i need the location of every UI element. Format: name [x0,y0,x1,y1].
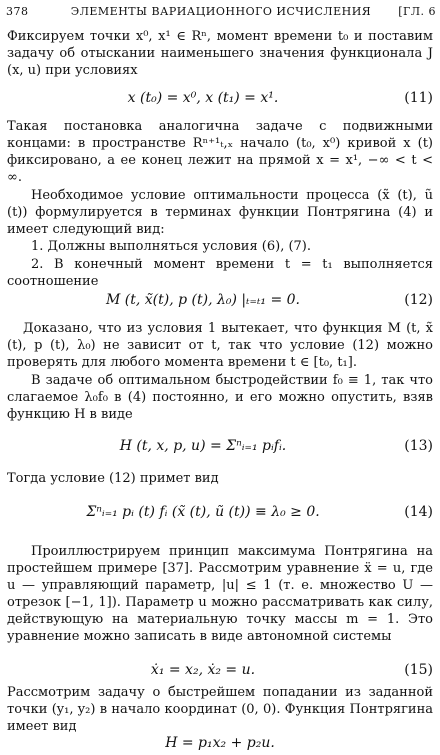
equation-12 [7,288,433,312]
equation-11-formula: x (t₀) = x⁰, x (t₁) = x¹. [127,90,279,106]
running-title: ЭЛЕМЕНТЫ ВАРИАЦИОННОГО ИСЧИСЛЕНИЯ [70,5,372,18]
equation-12-formula: M (t, x̃(t), p (t), λ₀) |ₜ₌ₜ₁ = 0. [106,292,300,308]
paragraph-then-condition: Тогда условие (12) примет вид [7,471,219,486]
equation-13-number: (13) [404,438,433,454]
running-header [6,5,436,21]
equation-13 [7,424,433,468]
equation-12-number: (12) [404,292,433,308]
equation-14-formula: Σⁿᵢ₌₁ pᵢ (t) fᵢ (x̃ (t), ũ (t)) ≡ λ₀ ≥ 0. [86,504,320,520]
equation-15 [7,658,433,682]
paragraph-moving-ends: Такая постановка аналогична задаче с подвижными концами: в пространстве Rⁿ⁺¹ₜ,ₓ начало (t₀, x⁰) кривой x (t) фиксировано, а ее конец лежит на прямой x = x¹, −∞ < t < ∞. [7,119,434,185]
chapter-label: [ГЛ. 6 [398,5,436,18]
paragraph-proved: Доказано, что из условия 1 вытекает, что функция M (t, x̃ (t), p (t), λ₀) не зависит от t, так что условие (12) можно проверять для любого момента времени t ∈ [t₀, t₁]. [7,321,433,370]
equation-pontryagin [7,731,433,755]
equation-pontryagin-formula: H = p₁x₂ + p₂u. [165,735,275,751]
page-number: 378 [6,5,29,18]
paragraph-fast-response: В задаче об оптимальном быстродействии f₀ ≡ 1, так что слагаемое λ₀f₀ в (4) постоянно, и его можно опустить, взяв функцию H в виде [7,373,433,422]
condition-1: 1. Должны выполняться условия (6), (7). [31,239,312,254]
paragraph-example: Проиллюстрируем принцип максимума Понтрягина на простейшем примере [37]. Рассмотрим уравнение ẍ = u, где u — управляющий параметр, |u| ≤ 1 (т. е. множество U — отрезок [−1, 1]). Параметр u можно рассматривать как силу, действующую на материальную точку массы m = 1. Это уравнение можно записать в виде автономной системы [7,544,433,644]
equation-15-formula: ẋ₁ = x₂, ẋ₂ = u. [150,662,256,678]
equation-13-formula: H (t, x, p, u) = Σⁿᵢ₌₁ pᵢfᵢ. [119,438,287,454]
paragraph-fastest-hit: Рассмотрим задачу о быстрейшем попадании из заданной точки (y₁, y₂) в начало координат (0, 0). Функция Понтрягина имеет вид [7,685,433,734]
paragraph-necessary-condition: Необходимое условие оптимальности процесса (x̃ (t), ũ (t)) формулируется в терминах функции Понтрягина (4) и имеет следующий вид: [7,188,433,237]
paragraph-fix-points: Фиксируем точки x⁰, x¹ ∈ Rⁿ, момент времени t₀ и поставим задачу об отыскании наименьшего значения функционала J (x, u) при условиях [7,29,433,78]
equation-14-number: (14) [404,504,433,520]
equation-15-number: (15) [404,662,433,678]
equation-11-number: (11) [404,90,433,106]
equation-14 [7,490,433,534]
condition-2: 2. В конечный момент времени t = t₁ выполняется соотношение [7,257,433,289]
equation-11 [7,86,433,110]
